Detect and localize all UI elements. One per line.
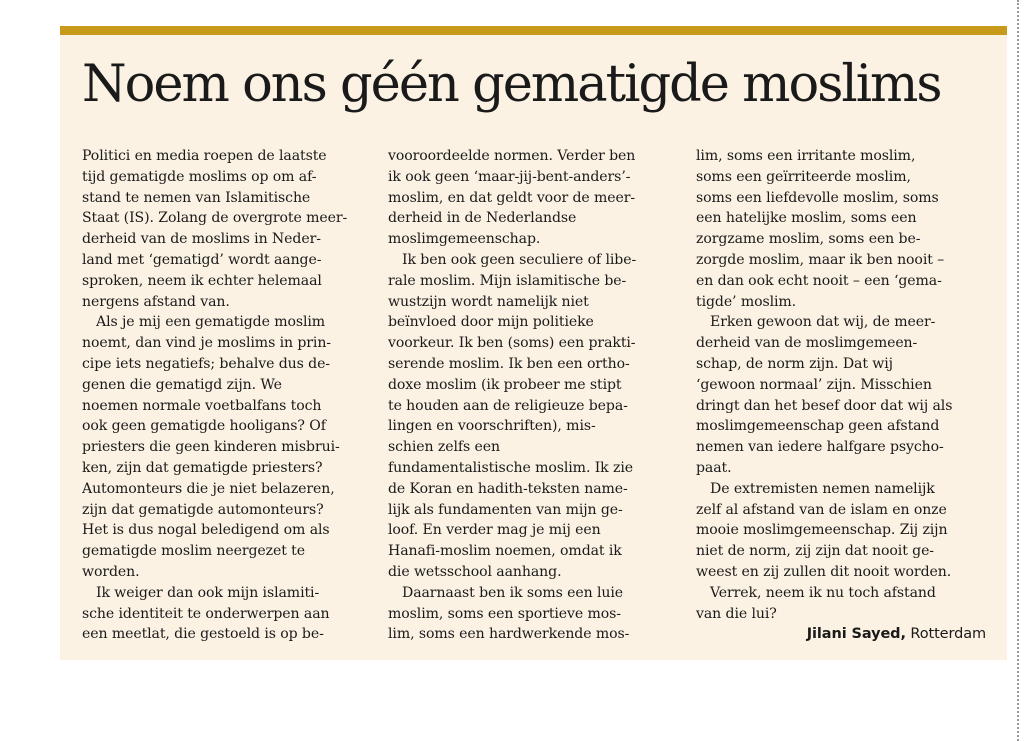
- text-line: de Koran en hadith-teksten name-: [388, 480, 628, 497]
- text-line: Hanafi-moslim noemen, omdat ik: [388, 543, 622, 560]
- text-line: noemt, dan vind je moslims in prin-: [82, 335, 331, 352]
- text-line: De extremisten nemen namelijk: [710, 480, 935, 497]
- text-line: worden.: [82, 563, 140, 580]
- text-line: Erken gewoon dat wij, de meer-: [710, 314, 936, 331]
- text-line: van die lui?: [696, 605, 777, 622]
- text-line: rale moslim. Mijn islamitische be-: [388, 272, 627, 289]
- text-line: moslim, en dat geldt voor de meer-: [388, 189, 636, 206]
- byline-author: Jilani Sayed,: [806, 626, 906, 643]
- text-line: ik ook geen ‘maar-jij-bent-anders’-: [388, 168, 631, 185]
- text-line: sche identiteit te onderwerpen aan: [82, 605, 330, 622]
- text-line: schien zelfs een: [388, 439, 500, 456]
- text-line: dringt dan het besef door dat wij als: [696, 397, 953, 414]
- text-line: weest en zij zullen dit nooit worden.: [696, 563, 952, 580]
- text-line: die wetsschool aanhang.: [388, 563, 562, 580]
- text-line: stand te nemen van Islamitische: [82, 189, 311, 206]
- text-line: tigde’ moslim.: [696, 293, 797, 310]
- text-line: een meetlat, die gestoeld is op be-: [82, 626, 324, 643]
- text-line: schap, de norm zijn. Dat wij: [696, 355, 893, 372]
- text-line: sproken, neem ik echter helemaal: [82, 272, 322, 289]
- text-line: Het is dus nogal beledigend om als: [82, 522, 330, 539]
- column-3: [696, 146, 986, 645]
- text-line: lim, soms een irritante moslim,: [696, 148, 916, 164]
- text-line: mooie moslimgemeenschap. Zij zijn: [696, 522, 948, 539]
- text-line: Ik ben ook geen seculiere of libe-: [402, 251, 637, 268]
- text-line: Automonteurs die je niet belazeren,: [82, 480, 335, 497]
- text-line: voorkeur. Ik ben (soms) een prakti-: [388, 335, 636, 352]
- text-line: beïnvloed door mijn politieke: [388, 314, 594, 331]
- text-line: soms een geïrriteerde moslim,: [696, 168, 911, 185]
- text-line: moslim, soms een sportieve mos-: [388, 605, 621, 622]
- text-line: moslimgemeenschap geen afstand: [696, 418, 940, 435]
- text-line: zorgde moslim, maar ik ben nooit –: [696, 251, 945, 268]
- text-line: lingen en voorschriften), mis-: [388, 418, 596, 435]
- text-line: te houden aan de religieuze bepa-: [388, 397, 628, 414]
- text-line: Politici en media roepen de laatste: [82, 148, 327, 164]
- text-line: Als je mij een gematigde moslim: [96, 314, 326, 331]
- text-line: zorgzame moslim, soms een be-: [696, 231, 921, 248]
- text-line: cipe iets negatiefs; behalve dus de-: [82, 355, 330, 372]
- text-line: zelf al afstand van de islam en onze: [696, 501, 947, 518]
- text-line: derheid van de moslims in Neder-: [82, 231, 321, 248]
- text-line: nemen van iedere halfgare psycho-: [696, 439, 944, 456]
- text-line: lim, soms een hardwerkende mos-: [388, 626, 630, 643]
- text-line: een hatelijke moslim, soms een: [696, 210, 917, 227]
- byline-city: Rotterdam: [910, 626, 986, 643]
- text-line: fundamentalistische moslim. Ik zie: [388, 459, 633, 476]
- text-line: niet de norm, zij zijn dat nooit ge-: [696, 543, 934, 560]
- text-line: soms een liefdevolle moslim, soms: [696, 189, 939, 206]
- text-line: loof. En verder mag je mij een: [388, 522, 601, 539]
- column-1: [82, 146, 372, 645]
- text-line: ook geen gematigde hooligans? Of: [82, 418, 326, 435]
- column-2: [388, 146, 678, 645]
- dotted-cut-line: [1017, 0, 1019, 741]
- text-line: Daarnaast ben ik soms een luie: [402, 584, 624, 601]
- text-line: lijk als fundamenten van mijn ge-: [388, 501, 623, 518]
- text-line: derheid in de Nederlandse: [388, 210, 577, 227]
- byline: [696, 624, 986, 645]
- text-line: vooroordeelde normen. Verder ben: [388, 148, 636, 164]
- text-line: nergens afstand van.: [82, 293, 230, 310]
- text-line: ken, zijn dat gematigde priesters?: [82, 459, 323, 476]
- newspaper-clipping: [60, 26, 1007, 660]
- text-line: noemen normale voetbalfans toch: [82, 397, 322, 414]
- headline: Noem ons géén gematigde moslims: [82, 55, 941, 114]
- text-line: doxe moslim (ik probeer me stipt: [388, 376, 622, 393]
- text-line: land met ‘gematigd’ wordt aange-: [82, 251, 322, 268]
- text-line: en dan ook echt nooit – een ‘gema-: [696, 272, 942, 289]
- text-line: tijd gematigde moslims op om af-: [82, 168, 317, 185]
- text-line: priesters die geen kinderen misbrui-: [82, 439, 340, 456]
- text-line: paat.: [696, 459, 732, 476]
- text-line: Ik weiger dan ook mijn islamiti-: [96, 584, 320, 601]
- text-line: wustzijn wordt namelijk niet: [388, 293, 589, 310]
- text-line: genen die gematigd zijn. We: [82, 376, 282, 393]
- text-line: Verrek, neem ik nu toch afstand: [710, 584, 936, 601]
- text-line: serende moslim. Ik ben een ortho-: [388, 355, 630, 372]
- text-line: ‘gewoon normaal’ zijn. Misschien: [696, 376, 932, 393]
- top-accent-rule: [60, 26, 1007, 35]
- text-line: moslimgemeenschap.: [388, 231, 541, 248]
- text-line: Staat (IS). Zolang de overgrote meer-: [82, 210, 348, 227]
- text-line: zijn dat gematigde automonteurs?: [82, 501, 324, 518]
- text-line: derheid van de moslimgemeen-: [696, 335, 918, 352]
- text-line: gematigde moslim neergezet te: [82, 543, 305, 560]
